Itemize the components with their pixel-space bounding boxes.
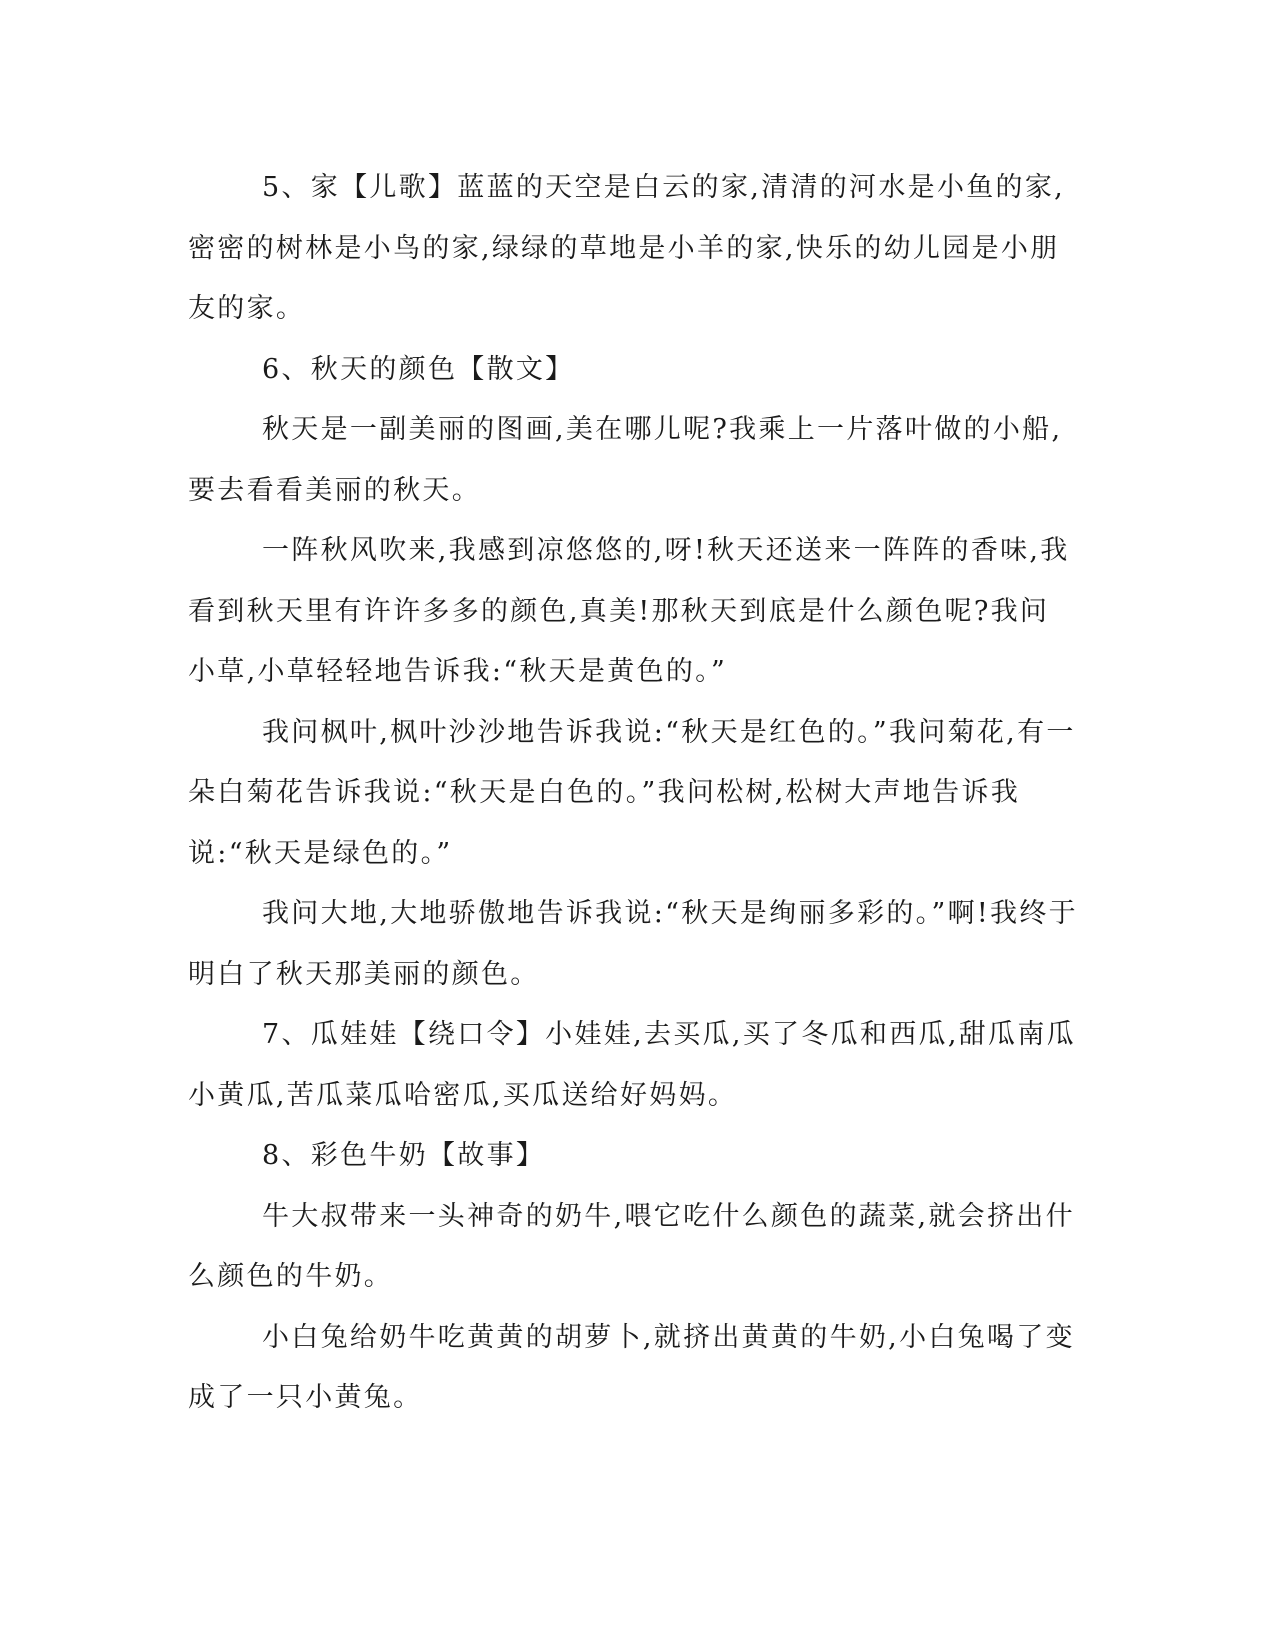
paragraph-tongue-twister-melons: 7、瓜娃娃【绕口令】小娃娃,去买瓜,买了冬瓜和西瓜,甜瓜南瓜小黄瓜,苦瓜菜瓜哈密瓜,买瓜送给好妈妈。 bbox=[188, 1019, 1076, 1111]
paragraph-song-home: 5、家【儿歌】蓝蓝的天空是白云的家,清清的河水是小鱼的家,密密的树林是小鸟的家,绿绿的草地是小羊的家,快乐的幼儿园是小朋友的家。 bbox=[188, 172, 1066, 324]
paragraph-maple-chrysanthemum-pine: 我问枫叶,枫叶沙沙地告诉我说:“秋天是红色的。”我问菊花,有一朵白菊花告诉我说:“秋天是白色的。”我问松树,松树大声地告诉我说:“秋天是绿色的。” bbox=[188, 716, 1076, 869]
document-body bbox=[188, 158, 1078, 1429]
paragraph-magic-cow: 牛大叔带来一头神奇的奶牛,喂它吃什么颜色的蔬菜,就会挤出什么颜色的牛奶。 bbox=[188, 1200, 1075, 1292]
paragraph-white-rabbit: 小白兔给奶牛吃黄黄的胡萝卜,就挤出黄黄的牛奶,小白兔喝了变成了一只小黄兔。 bbox=[188, 1321, 1075, 1413]
paragraph-autumn-wind: 一阵秋风吹来,我感到凉悠悠的,呀!秋天还送来一阵阵的香味,我看到秋天里有许许多多的颜色,真美!那秋天到底是什么颜色呢?我问小草,小草轻轻地告诉我:“秋天是黄色的。” bbox=[188, 535, 1070, 687]
paragraph-heading-color-milk: 8、彩色牛奶【故事】 bbox=[262, 1140, 546, 1171]
paragraph-autumn-picture: 秋天是一副美丽的图画,美在哪儿呢?我乘上一片落叶做的小船,要去看看美丽的秋天。 bbox=[188, 414, 1063, 506]
paragraph-heading-autumn-colors: 6、秋天的颜色【散文】 bbox=[262, 353, 575, 385]
paragraph-earth: 我问大地,大地骄傲地告诉我说:“秋天是绚丽多彩的。”啊!我终于明白了秋天那美丽的颜色。 bbox=[188, 898, 1078, 990]
